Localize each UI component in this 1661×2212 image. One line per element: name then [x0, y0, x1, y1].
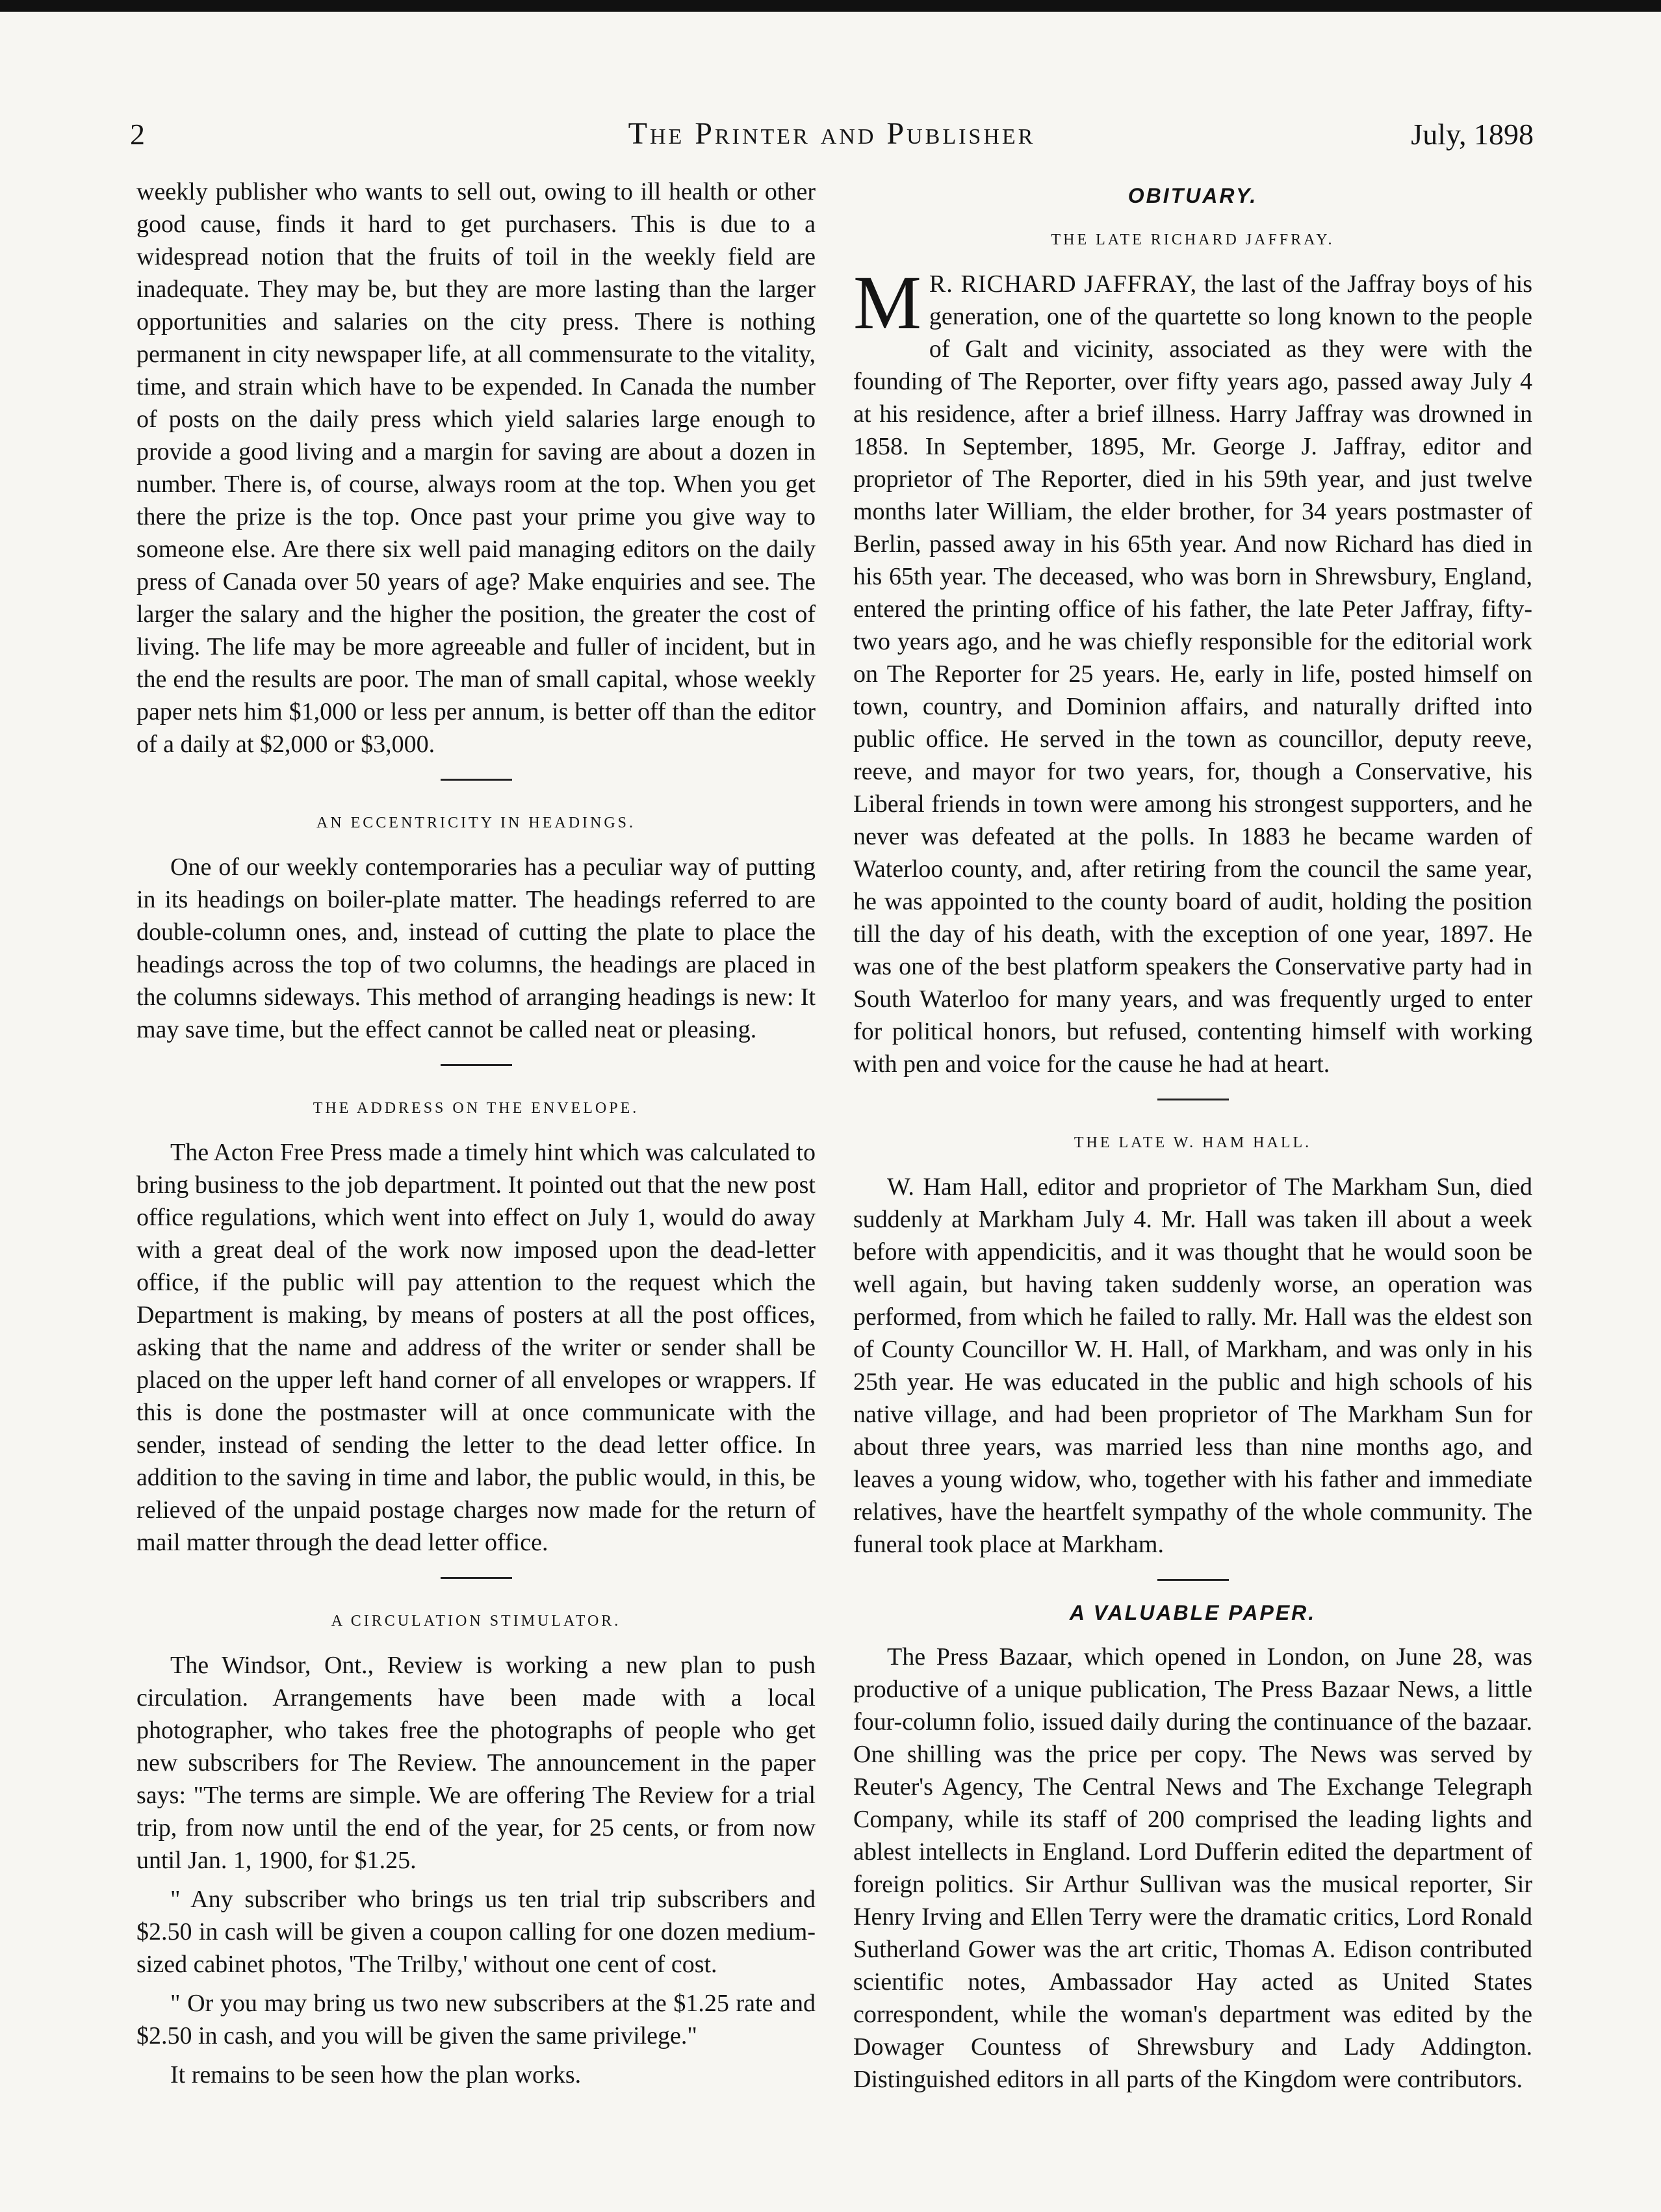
article-paragraph: It remains to be seen how the plan works. — [170, 2061, 582, 2088]
section-divider — [1157, 1579, 1229, 1581]
page-number: 2 — [130, 118, 145, 151]
article-paragraph: " Any subscriber who brings us ten trial trip subscribers and $2.50 in cash will be given a coupon calling for one dozen medium-sized cabinet photos, 'The Trilby,' without one cent of cost. — [136, 1886, 816, 1978]
section-divider — [441, 1064, 512, 1066]
section-divider — [441, 1577, 512, 1579]
subheading-envelope: THE ADDRESS ON THE ENVELOPE. — [313, 1100, 639, 1117]
obituary-paragraph: W. Ham Hall, editor and proprietor of The Markham Sun, died suddenly at Markham July 4. Mr. Hall was taken ill about a week before with appendicitis, and it was thought that he would soon be well again, but having taken suddenly worse, an operation was performed, from which he failed to rally. Mr. Hall was the eldest son of County Councillor W. H. Hall, of Markham, and was only in his 25th year. He was educated in the public and high schools of his native village, and had been proprietor of The Markham Sun for about three years, was married less than nine months ago, and leaves a young widow, who, together with his father and immediate relatives, have the heartfelt sympathy of the whole community. The funeral took place at Markham. — [853, 1173, 1532, 1558]
left-column — [136, 176, 816, 2098]
subheading-circulation: A CIRCULATION STIMULATOR. — [331, 1613, 621, 1630]
lead-in-caps: R. RICHARD JAFFRAY, — [929, 270, 1198, 298]
section-divider — [1157, 1099, 1229, 1100]
top-border-rule — [0, 0, 1661, 12]
article-paragraph: One of our weekly contemporaries has a peculiar way of putting in its headings on boiler-plate matter. The headings referred to are double-column ones, and, instead of cutting the plate to place the headings across the top of two columns, the headings are placed in the columns sideways. This method of arranging headings is new: It may save time, but the effect cannot be called neat or pleasing. — [136, 853, 816, 1043]
issue-date: July, 1898 — [1411, 118, 1534, 151]
section-title-obituary: OBITUARY. — [1127, 184, 1258, 207]
article-paragraph: The Windsor, Ont., Review is working a new plan to push circulation. Arrangements have been made with a local photographer, who takes free the photographs of people who get new subscribers for The Review. The announcement in the paper says: "The terms are simple. We are offering The Review for a trial trip, from now until the end of the year, for 25 cents, or from now until Jan. 1, 1900, for $1.25. — [136, 1652, 816, 1874]
section-title-valuable-paper: A VALUABLE PAPER. — [1069, 1601, 1317, 1624]
subheading-hall: THE LATE W. HAM HALL. — [1074, 1134, 1312, 1151]
subheading-jaffray: THE LATE RICHARD JAFFRAY. — [1051, 231, 1335, 248]
publication-title: The Printer and Publisher — [628, 116, 1036, 151]
article-paragraph: The Press Bazaar, which opened in London, on June 28, was productive of a unique publication, The Press Bazaar News, a little four-column folio, issued daily during the continuance of the bazaar. One shilling was the price per copy. The News was served by Reuter's Agency, The Central News and The Exchange Telegraph Company, while its staff of 200 comprised the leading lights and ablest intellects in England. Lord Dufferin edited the department of foreign politics. Sir Arthur Sullivan was the musical reporter, Sir Henry Irving and Ellen Terry were the dramatic critics, Lord Ronald Sutherland Gower was the art critic, Thomas A. Edison contributed scientific notes, Ambassador Hay acted as United States correspondent, while the woman's department was edited by the Dowager Countess of Shrewsbury and Lady Addington. Distinguished editors in all parts of the Kingdom were contributors. — [853, 1643, 1532, 2093]
drop-cap: M — [853, 260, 921, 345]
article-paragraph: " Or you may bring us two new subscribers at the $1.25 rate and $2.50 in cash, and you will be given the same privilege." — [136, 1990, 816, 2049]
right-column — [853, 176, 1532, 2102]
obituary-text: the last of the Jaffray boys of his generation, one of the quartette so long known to the people of Galt and vicinity, associated as they were with the founding of The Reporter, over fifty years ago, passed away July 4 at his residence, after a brief illness. Harry Jaffray was drowned in 1858. In September, 1895, Mr. George J. Jaffray, editor and proprietor of The Reporter, died in his 59th year, and just twelve months later William, the elder brother, for 34 years postmaster of Berlin, passed away in his 65th year. And now Richard has died in his 65th year. The deceased, who was born in Shrewsbury, England, entered the printing office of his father, the late Peter Jaffray, fifty-two years ago, and he was chiefly responsible for the editorial work on The Reporter for 25 years. He, early in life, posted himself on town, country, and Dominion affairs, and naturally drifted into public office. He served in the town as councillor, deputy reeve, reeve, and mayor for two years, for, though a Conservative, his Liberal friends in town were among his strongest supporters, and he never was defeated at the polls. In 1883 he became warden of Waterloo county, and, after retiring from the council the same year, he was appointed to the county board of audit, holding the position till the day of his death, with the exception of one year, 1897. He was one of the best platform speakers the Conservative party had in South Waterloo for many years, and was frequently urged to enter for political honors, but refused, contenting himself with working with pen and voice for the cause he had at heart. — [853, 270, 1532, 1078]
page-header — [130, 104, 1534, 163]
continued-article-text: weekly publisher who wants to sell out, owing to ill health or other good cause, finds it hard to get purchasers. This is due to a widespread notion that the fruits of toil in the weekly field are inadequate. They may be, but they are more lasting than the larger opportunities and salaries on the city press. There is nothing permanent in city newspaper life, at all commensurate to the vitality, time, and strain which have to be expended. In Canada the number of posts on the daily press which yield salaries large enough to provide a good living and a margin for saving are about a dozen in number. There is, of course, always room at the top. When you get there the prize is the top. Once past your prime you give way to someone else. Are there six well paid managing editors on the daily press of Canada over 50 years of age? Make enquiries and see. The larger the salary and the higher the position, the greater the cost of living. The life may be more agreeable and fuller of incident, but in the end the results are poor. The man of small capital, whose weekly paper nets him $1,000 or less per annum, is better off than the editor of a daily at $2,000 or $3,000. — [136, 178, 816, 758]
section-divider — [441, 779, 512, 781]
article-paragraph: The Acton Free Press made a timely hint which was calculated to bring business to the job department. It pointed out that the new post office regulations, which went into effect on July 1, would do away with a great deal of the work now imposed upon the dead-letter office, if the public will pay attention to the request which the Department is making, by means of posters at all the post offices, asking that the name and address of the writer or sender shall be placed on the upper left hand corner of all envelopes or wrappers. If this is done the postmaster will at once communicate with the sender, instead of sending the letter to the dead letter office. In addition to the saving in time and labor, the public would, in this, be relieved of the unpaid postage charges now made for the return of mail matter through the dead letter office. — [136, 1139, 816, 1556]
subheading-eccentricity: AN ECCENTRICITY IN HEADINGS. — [316, 814, 636, 831]
obituary-paragraph — [853, 260, 1532, 1080]
